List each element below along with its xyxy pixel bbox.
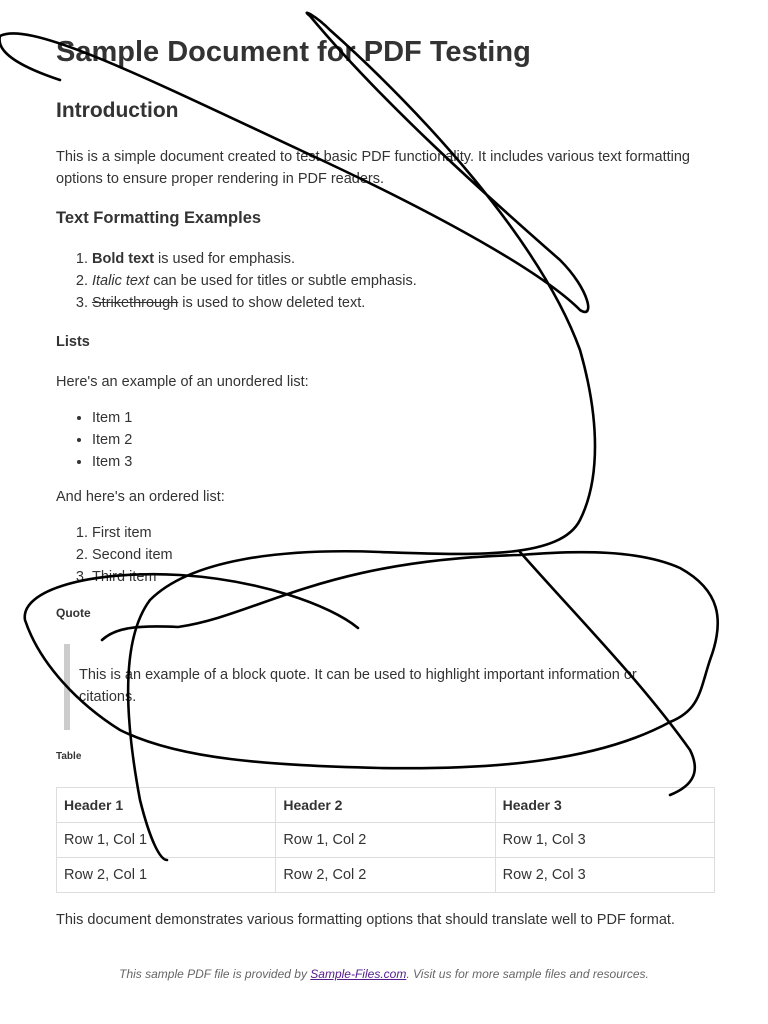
intro-heading: Introduction [56,99,179,122]
table-cell: Row 1, Col 3 [495,823,714,858]
footer-link[interactable]: Sample-Files.com [310,967,407,981]
table-cell: Row 2, Col 2 [276,858,495,893]
list-item: 1. First item [92,522,173,544]
table-header-cell: Header 1 [57,788,276,823]
document-title: Sample Document for PDF Testing [56,36,531,68]
list-item: • Item 2 [92,429,132,451]
quote-text: This is an example of a block quote. It can be used to highlight important information or citations. [79,667,637,705]
closing-paragraph: This document demonstrates various formatting options that should translate well to PDF format. [56,912,675,928]
list-item: • Item 3 [92,451,132,473]
table-cell: Row 1, Col 1 [57,823,276,858]
block-quote [64,644,674,730]
ordered-intro: And here's an ordered list: [56,489,225,505]
table-header-cell: Header 2 [276,788,495,823]
table-cell: Row 2, Col 3 [495,858,714,893]
intro-line-1: This is a simple document created to test basic PDF functionality. It includes various text formatting [56,149,690,165]
table-header-row [57,788,715,823]
table-row [57,858,715,893]
intro-line-2: options to ensure proper rendering in PDF readers. [56,171,385,187]
list-item: 3. Third item [92,566,173,588]
scribble-stroke [0,36,60,80]
formatting-heading: Text Formatting Examples [56,209,262,227]
unordered-intro: Here's an example of an unordered list: [56,374,309,390]
table-cell: Row 1, Col 2 [276,823,495,858]
list-item: 1. Bold text is used for emphasis. [92,248,417,270]
italic-text: Italic text [92,273,150,289]
formatting-list [56,248,417,314]
list-item: • Item 1 [92,407,132,429]
table-header-cell: Header 3 [495,788,714,823]
footer-note: This sample PDF file is provided by Sample-Files.com. Visit us for more sample files and resources. [119,967,649,981]
quote-heading: Quote [56,606,91,620]
ordered-list [56,522,173,588]
intro-paragraph [56,146,690,190]
unordered-list [56,407,132,473]
table-cell: Row 2, Col 1 [57,858,276,893]
table-row [57,823,715,858]
list-item: 3. Strikethrough is used to show deleted text. [92,292,417,314]
data-table [56,787,715,893]
list-item: 2. Second item [92,544,173,566]
bold-text: Bold text [92,251,155,267]
list-item: 2. Italic text can be used for titles or subtle emphasis. [92,270,417,292]
strikethrough-text: Strikethrough [92,295,179,311]
table-heading: Table [56,751,82,762]
lists-heading: Lists [56,334,90,350]
